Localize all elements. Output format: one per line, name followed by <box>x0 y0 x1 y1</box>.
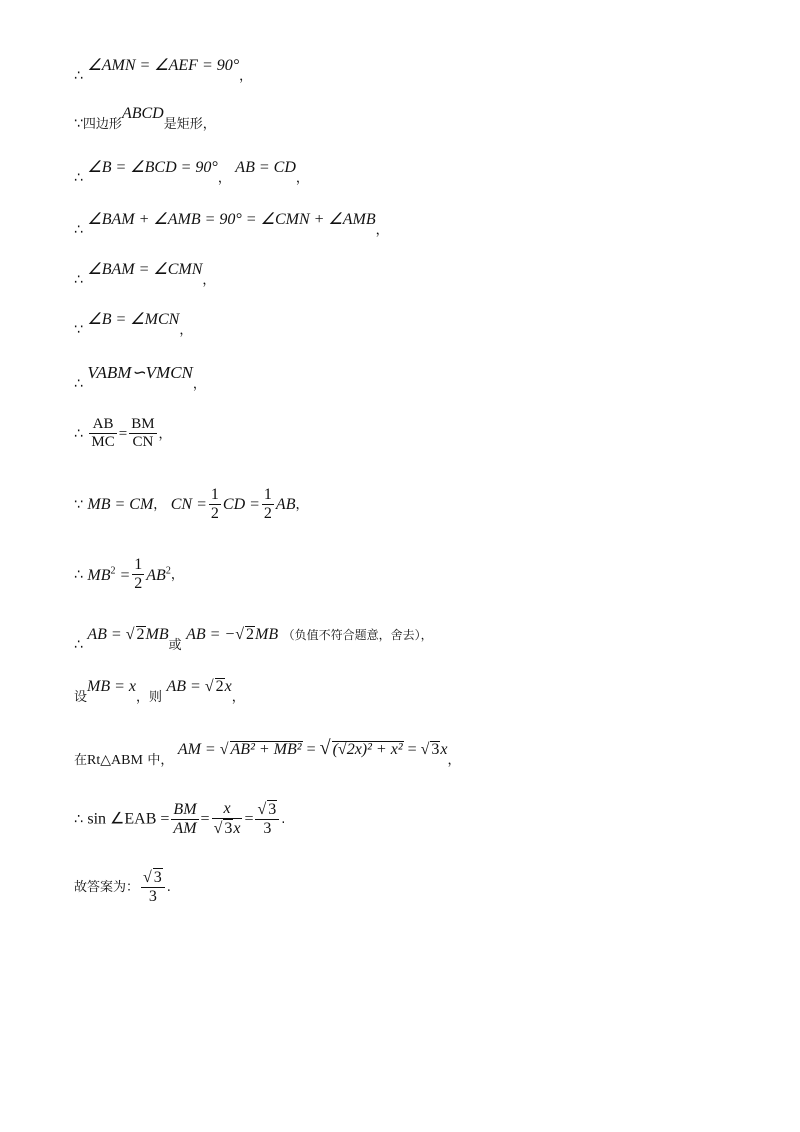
step-line-5: ∴ ∠BAM = ∠CMN， <box>74 261 216 288</box>
step-line-12: 设MB = x，则 AB = √ 2x， <box>74 678 245 705</box>
answer-line: 故答案为： $\frac{√ 3}{3}$ . <box>74 869 171 906</box>
fraction-half-3: $\frac{1}{2}$ <box>134 556 143 593</box>
step-line-2: ∵四边形ABCD是矩形， <box>74 105 216 132</box>
step-line-1: ∴ ∠AMN = ∠AEF = 90°， <box>74 57 253 84</box>
step-line-10: ∴ $MB^2$ = $\frac{1}{2}$ $AB^2$， <box>74 556 184 593</box>
step-line-11: ∴ AB = √ 2MB或 AB = −√ 2MB （负值不符合题意，舍去）， <box>74 626 433 653</box>
step-line-13: 在Rt△ABM 中， AM = √ AB² + MB² = √ (√2x)² + x² = √ 3x， <box>74 737 461 768</box>
step-line-8: ∴ $\frac{AB}{MC}$ = $\frac{BM}{CN}$ ， <box>74 416 172 451</box>
step-line-3: ∴ ∠B = ∠BCD = 90°， AB = CD， <box>74 159 309 186</box>
fraction-x-root3x: $\frac{x}{√ 3x}$ <box>213 800 241 838</box>
fraction-half-2: $\frac{1}{2}$ <box>263 486 272 523</box>
fraction-root3-3: $\frac{√ 3}{3}$ <box>255 800 279 839</box>
step-line-9: ∵ MB = CM， CN = $\frac{1}{2}$ CD = $\frac{1}{2}$ AB， <box>74 486 309 523</box>
fraction-bm-cn: $\frac{BM}{CN}$ <box>131 416 155 451</box>
step-line-14: ∴ sin ∠EAB = $\frac{BM}{AM}$ = $\frac{x}{√ 3x}$ = $\frac{√ 3}{3}$ . <box>74 800 286 838</box>
step-line-4: ∴ ∠BAM + ∠AMB = 90° = ∠CMN + ∠AMB， <box>74 211 389 238</box>
step-line-6: ∵ ∠B = ∠MCN， <box>74 311 193 338</box>
fraction-half-1: $\frac{1}{2}$ <box>210 486 219 523</box>
fraction-bm-am: $\frac{BM}{AM}$ <box>173 800 197 837</box>
fraction-ab-mc: $\frac{AB}{MC}$ <box>91 416 115 451</box>
step-line-7: ∴ VABM∽VMCN， <box>74 363 206 392</box>
answer-fraction: $\frac{√ 3}{3}$ <box>141 868 165 907</box>
